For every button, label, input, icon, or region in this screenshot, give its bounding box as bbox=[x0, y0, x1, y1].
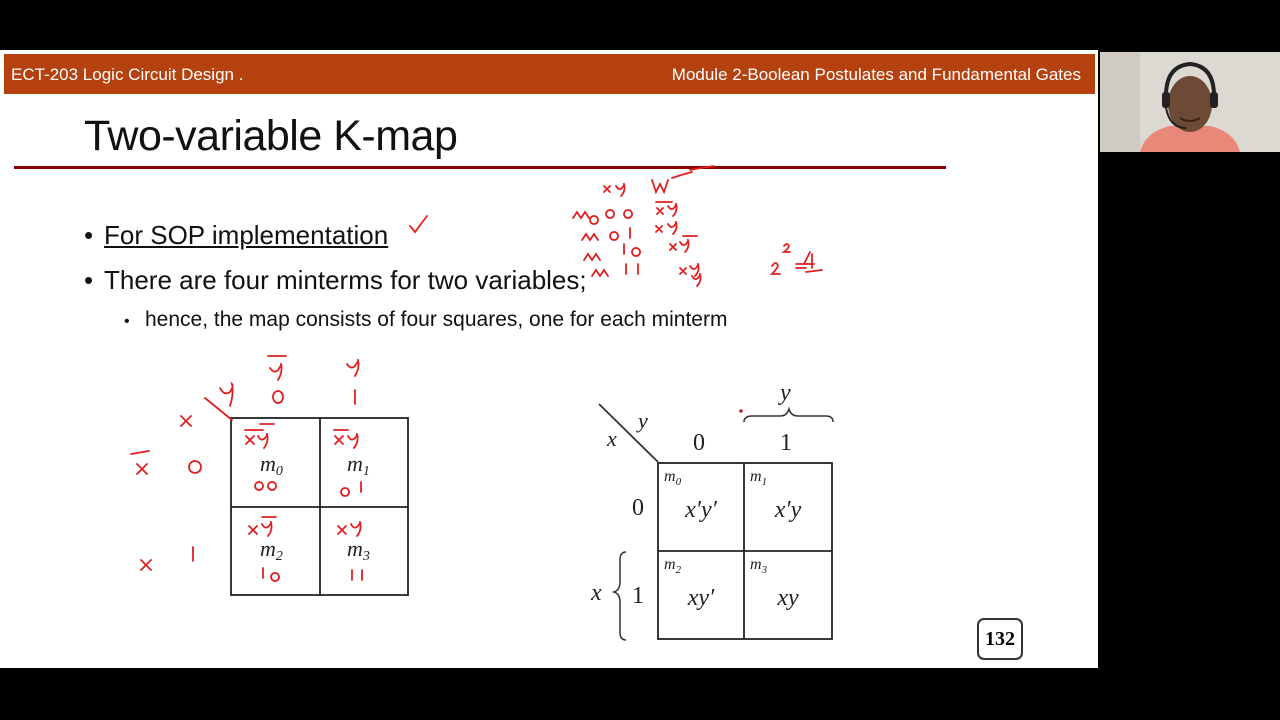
pen-dot bbox=[739, 409, 743, 413]
course-title: ECT-203 Logic Circuit Design . bbox=[11, 65, 244, 84]
slide bbox=[0, 50, 1098, 668]
bullet-text: For SOP implementation bbox=[104, 220, 389, 250]
cell-expression: x′y′ bbox=[685, 497, 717, 523]
kmap-cell-m0 bbox=[664, 468, 718, 523]
printed-kmap bbox=[590, 380, 833, 640]
ink-minterm-row-m1 bbox=[582, 222, 677, 240]
kmap-cell-m2 bbox=[664, 556, 715, 611]
ink-col-0 bbox=[273, 391, 283, 403]
minterm-label: $m_2$ bbox=[664, 556, 682, 576]
ink-two-squared-equals-four bbox=[772, 244, 822, 274]
red-ink-annotations bbox=[131, 166, 822, 581]
handdrawn-kmap bbox=[131, 166, 822, 595]
ink-checkmark bbox=[410, 216, 427, 232]
row-brace bbox=[614, 552, 626, 640]
row-value-0: 0 bbox=[632, 495, 644, 521]
ink-cell-m3-code bbox=[352, 570, 362, 580]
module-title: Module 2-Boolean Postulates and Fundamental Gates bbox=[671, 65, 1081, 84]
corner-row-variable: x bbox=[607, 426, 617, 451]
page-number: 132 bbox=[977, 618, 1023, 660]
ink-cell-m0-code bbox=[255, 482, 276, 490]
bullet-text: hence, the map consists of four squares, one for each minterm bbox=[145, 308, 728, 331]
ink-cell-m2-code bbox=[263, 568, 279, 581]
minterm-label: $m_3$ bbox=[750, 556, 768, 576]
row-value-1: 1 bbox=[632, 583, 644, 609]
ink-cell-m2-expr bbox=[249, 517, 276, 536]
ink-y bbox=[347, 360, 359, 376]
video-bottom-letterbox bbox=[0, 668, 1280, 720]
col-value-1: 1 bbox=[780, 430, 792, 456]
ink-minterm-row-m0 bbox=[573, 202, 677, 224]
bullet-dot: • bbox=[84, 220, 94, 250]
ink-cell-m0-expr bbox=[245, 424, 274, 448]
presenter-webcam-video bbox=[1100, 52, 1280, 152]
ink-minterm-row-m2 bbox=[584, 236, 697, 260]
ink-x-bar bbox=[131, 451, 149, 474]
bullet-dot: • bbox=[124, 313, 130, 330]
minterm-label: $m_0$ bbox=[664, 468, 682, 488]
row-brace-label: x bbox=[591, 580, 602, 606]
col-brace-label: y bbox=[780, 380, 791, 406]
ink-corner-diagonal bbox=[205, 398, 232, 420]
ink-y-col-var bbox=[220, 384, 233, 406]
ink-y-bar bbox=[268, 356, 286, 380]
kmap-cell-m3 bbox=[750, 556, 799, 611]
cell-expression: xy′ bbox=[687, 585, 715, 611]
ink-row-0 bbox=[189, 461, 201, 473]
minterm-label: $m_1$ bbox=[750, 468, 768, 488]
bullet-text: There are four minterms for two variables; bbox=[104, 265, 587, 295]
corner-col-variable: y bbox=[638, 408, 648, 433]
ink-cell-m1-expr bbox=[334, 430, 358, 448]
ink-minterm-header bbox=[604, 166, 714, 196]
ink-cell-m3-expr bbox=[338, 522, 361, 536]
presenter-avatar bbox=[1100, 52, 1280, 152]
kmap-cell-m1 bbox=[750, 468, 802, 523]
cell-expression: xy bbox=[777, 585, 799, 611]
ink-cell-m1-code bbox=[341, 482, 361, 496]
handdrawn-minterm-m3: m3 bbox=[347, 536, 370, 564]
handdrawn-minterm-m0: m0 bbox=[260, 451, 283, 479]
col-value-0: 0 bbox=[693, 430, 705, 456]
cell-expression: x′y bbox=[774, 497, 802, 523]
handdrawn-minterm-m1: m1 bbox=[347, 451, 370, 479]
ink-x-row-var bbox=[181, 416, 191, 426]
kmap-diagrams bbox=[0, 50, 1098, 668]
ink-minterm-row-m3 bbox=[592, 264, 699, 276]
slide-title: Two-variable K-map bbox=[84, 112, 458, 160]
col-brace bbox=[744, 409, 833, 422]
handdrawn-minterm-m2: m2 bbox=[260, 536, 283, 564]
bullet-dot: • bbox=[84, 265, 94, 295]
ink-x bbox=[141, 560, 151, 570]
